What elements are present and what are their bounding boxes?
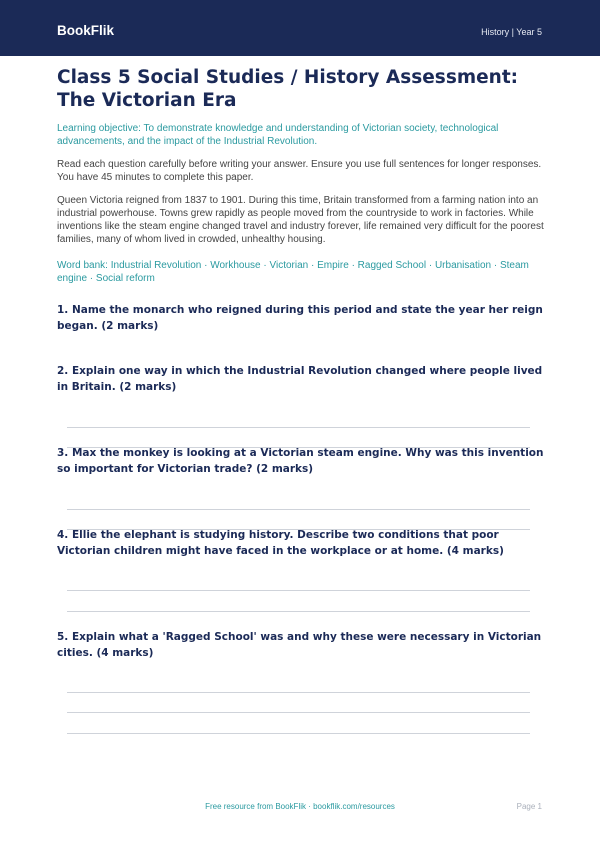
learning-objective: Learning objective: To demonstrate knowledge and understanding of Victorian society, technological advancements, and the impact of the Industrial Revolution. (57, 123, 499, 147)
question-5: 5. Explain what a 'Ragged School' was and why these were necessary in Victorian cities. (4 marks) (57, 631, 542, 659)
question-2: 2. Explain one way in which the Industrial Revolution changed where people lived in Britain. (2 marks) (57, 365, 543, 393)
answer-line[interactable] (67, 692, 530, 693)
word-bank: Word bank: Industrial Revolution · Workhouse · Victorian · Empire · Ragged School · Urbanisation · Steam engine · Social reform (57, 260, 529, 284)
answer-line[interactable] (67, 590, 530, 591)
instructions-text: Read each question carefully before writing your answer. Ensure you use full sentences for longer responses. You have 45 minutes to complete this paper. (57, 159, 542, 183)
question-4: 4. Ellie the elephant is studying history. Describe two conditions that poor Victorian children might have faced in the workplace or at home. (4 marks) (57, 529, 504, 557)
breadcrumb: History | Year 5 (481, 27, 542, 37)
answer-line[interactable] (67, 712, 530, 713)
page-number: Page 1 (516, 802, 542, 811)
answer-line[interactable] (67, 427, 530, 428)
question-3: 3. Max the monkey is looking at a Victorian steam engine. Why was this invention so important for Victorian trade? (2 marks) (57, 447, 544, 475)
footer-credit-link[interactable]: Free resource from BookFlik · bookflik.com/resources (205, 802, 395, 811)
header-bar (0, 0, 600, 56)
intro-paragraph: Queen Victoria reigned from 1837 to 1901. During this time, Britain transformed from a farming nation into an industrial powerhouse. Towns grew rapidly as people moved from the countryside to work in factories. While inventions like the steam engine changed travel and industry forever, life remained very difficult for the poorest families, many of whom lived in crowded, unhealthy housing. (57, 195, 544, 245)
answer-line[interactable] (67, 611, 530, 612)
answer-line[interactable] (67, 733, 530, 734)
page-title: Class 5 Social Studies / History Assessment: The Victorian Era (57, 67, 519, 111)
question-1: 1. Name the monarch who reigned during this period and state the year her reign began. (2 marks) (57, 304, 543, 332)
brand-logo[interactable]: BookFlik (57, 23, 115, 38)
answer-line[interactable] (67, 509, 530, 510)
